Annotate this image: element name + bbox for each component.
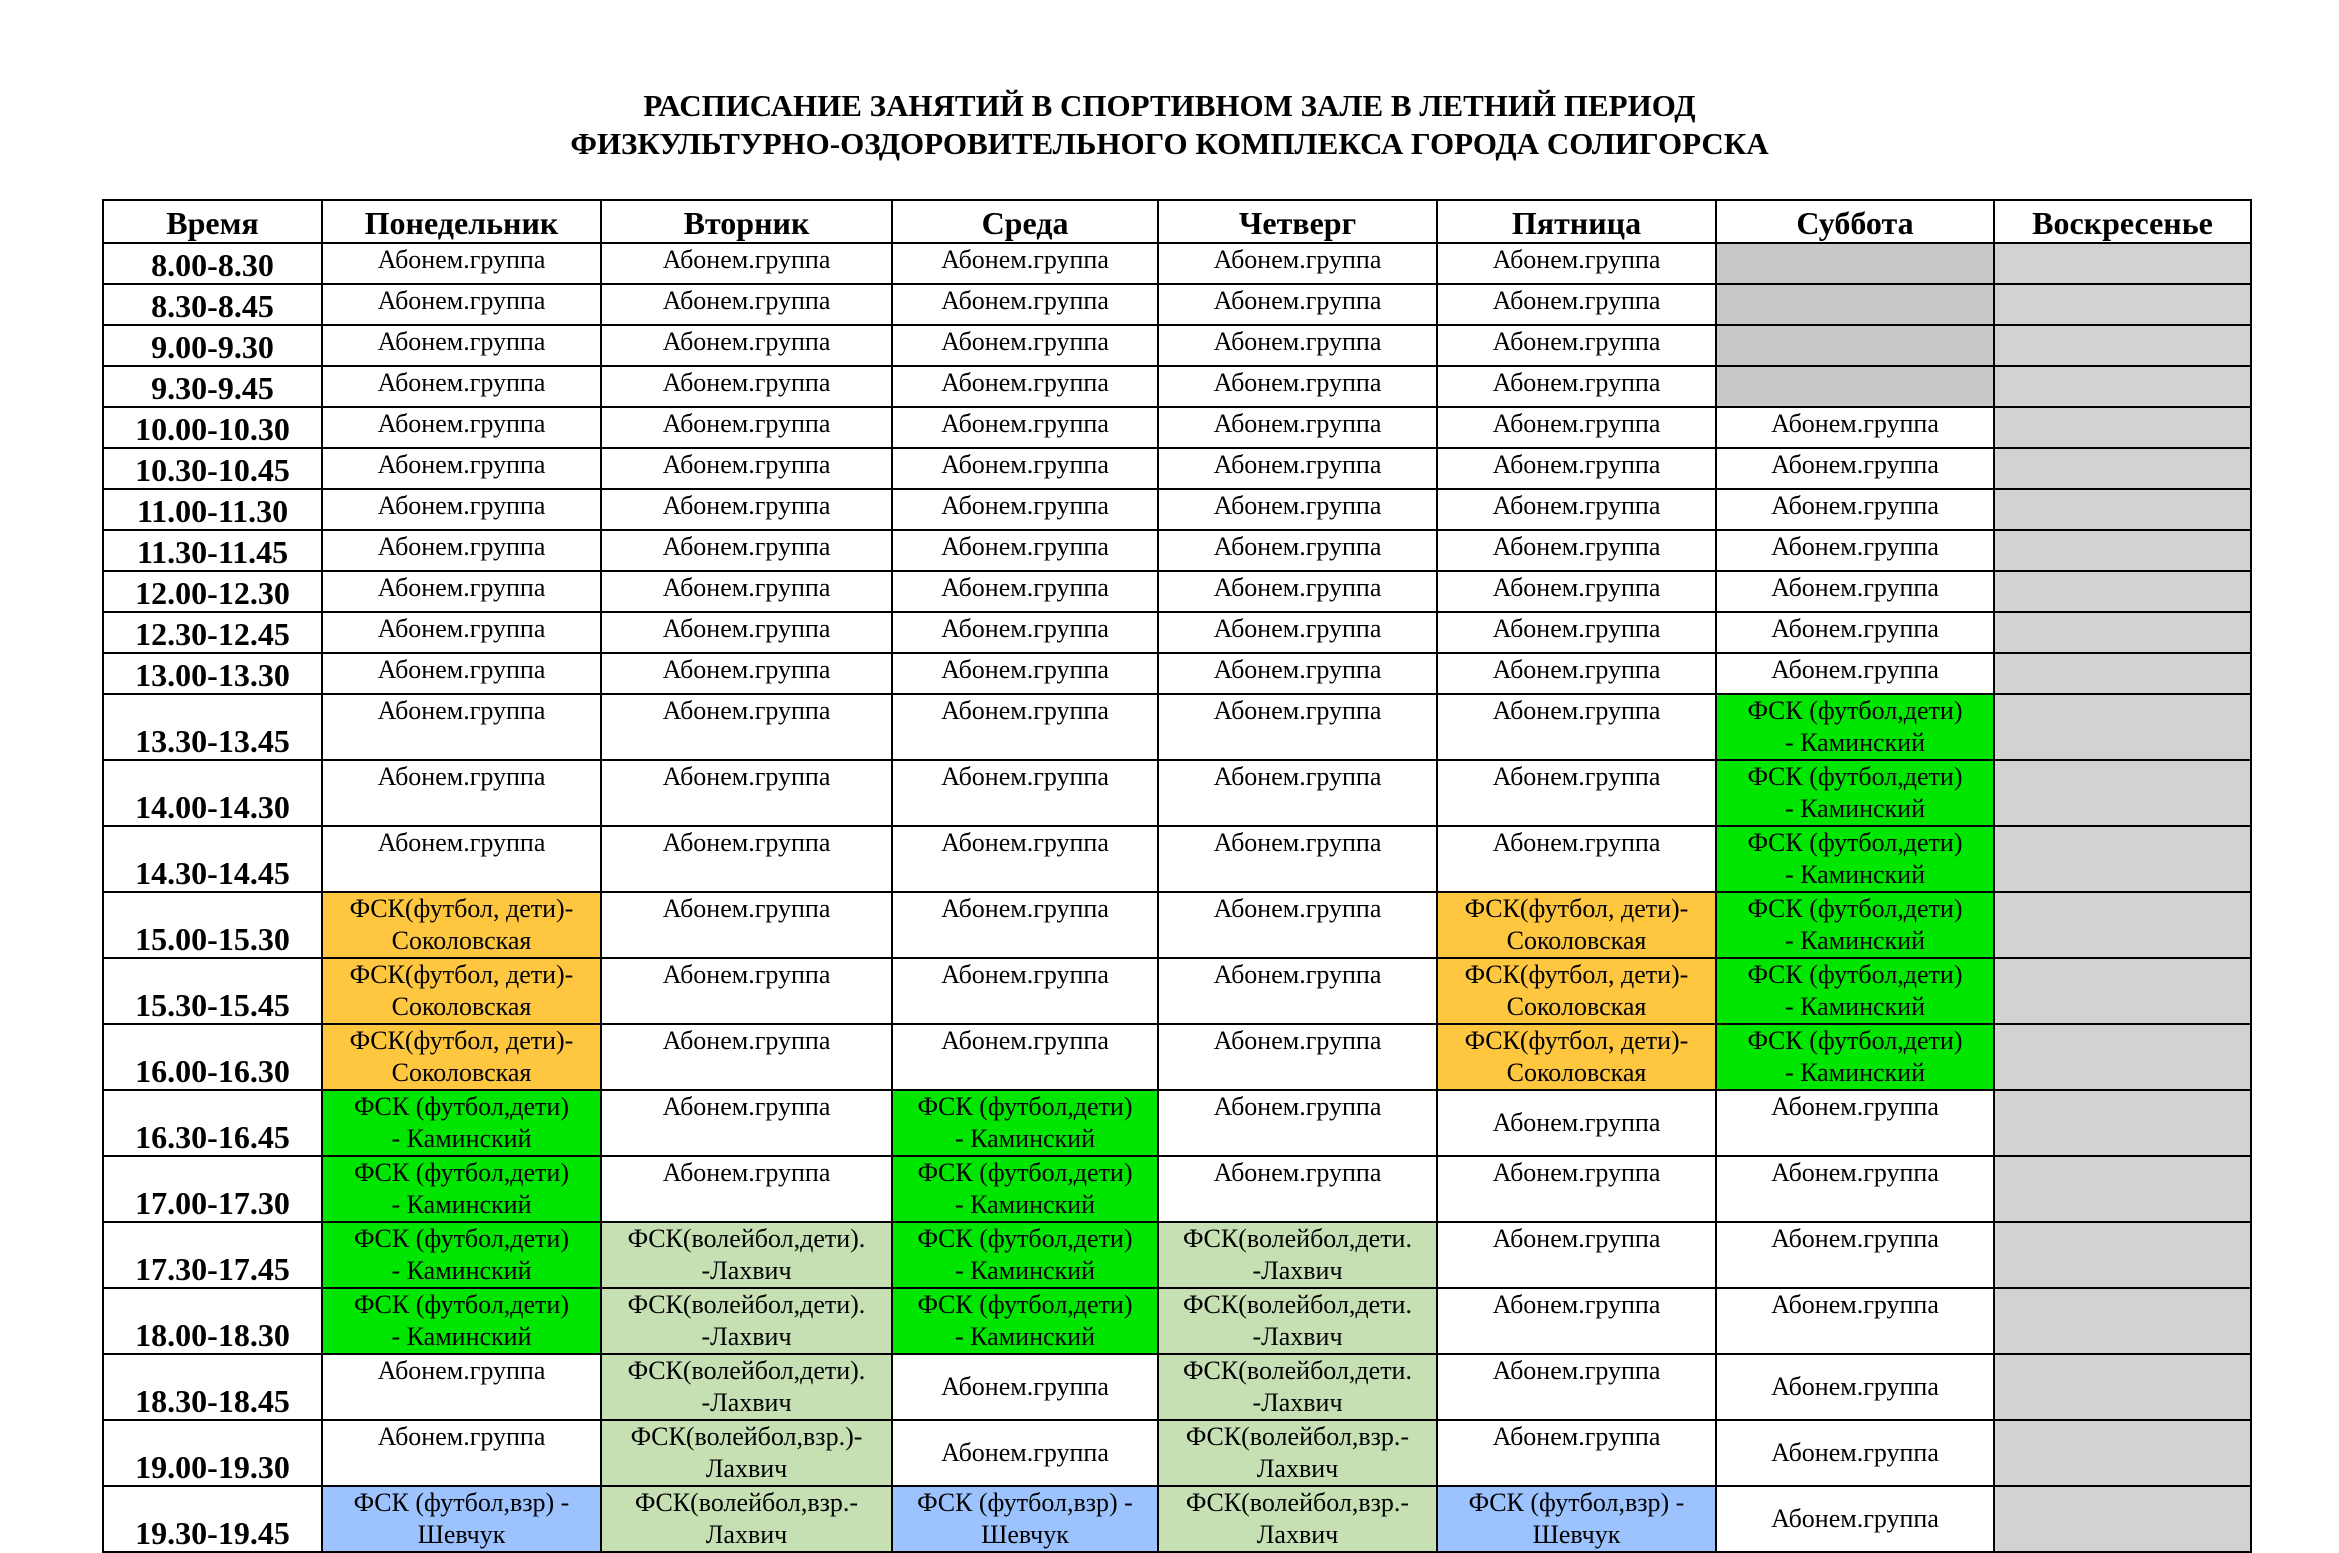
schedule-cell-saturday: Абонем.группа (1716, 1288, 1994, 1354)
schedule-cell-thursday: ФСК(волейбол,дети. -Лахвич (1158, 1288, 1437, 1354)
schedule-cell-wednesday: ФСК (футбол,дети) - Каминский (892, 1222, 1158, 1288)
table-row (103, 530, 2251, 571)
schedule-cell-sunday (1994, 760, 2251, 826)
schedule-cell-monday: Абонем.группа (322, 653, 601, 694)
schedule-cell-thursday: Абонем.группа (1158, 892, 1437, 958)
table-row (103, 284, 2251, 325)
schedule-cell-saturday: Абонем.группа (1716, 571, 1994, 612)
schedule-cell-saturday (1716, 366, 1994, 407)
schedule-cell-monday: Абонем.группа (322, 243, 601, 284)
schedule-cell-thursday: ФСК(волейбол,взр.- Лахвич (1158, 1420, 1437, 1486)
schedule-cell-monday: ФСК(футбол, дети)- Соколовская (322, 892, 601, 958)
schedule-cell-sunday (1994, 448, 2251, 489)
table-row (103, 760, 2251, 826)
schedule-cell-wednesday: Абонем.группа (892, 407, 1158, 448)
document-title-line-1: РАСПИСАНИЕ ЗАНЯТИЙ В СПОРТИВНОМ ЗАЛЕ В ЛЕТНИЙ ПЕРИОД (643, 88, 1696, 123)
schedule-cell-saturday: Абонем.группа (1716, 653, 1994, 694)
schedule-cell-saturday: ФСК (футбол,дети) - Каминский (1716, 1024, 1994, 1090)
schedule-cell-tuesday: Абонем.группа (601, 284, 892, 325)
schedule-cell-thursday: Абонем.группа (1158, 407, 1437, 448)
header-row (103, 200, 2251, 243)
schedule-cell-tuesday: ФСК(волейбол,взр.)- Лахвич (601, 1420, 892, 1486)
schedule-cell-wednesday: Абонем.группа (892, 325, 1158, 366)
schedule-cell-tuesday: Абонем.группа (601, 892, 892, 958)
schedule-cell-sunday (1994, 407, 2251, 448)
schedule-cell-monday: Абонем.группа (322, 448, 601, 489)
schedule-cell-tuesday: Абонем.группа (601, 653, 892, 694)
time-slot-cell: 10.30-10.45 (103, 448, 322, 489)
schedule-cell-thursday: Абонем.группа (1158, 826, 1437, 892)
time-slot-cell: 19.30-19.45 (103, 1486, 322, 1552)
document-title-line-2: ФИЗКУЛЬТУРНО-ОЗДОРОВИТЕЛЬНОГО КОМПЛЕКСА ГОРОДА СОЛИГОРСКА (570, 126, 1769, 161)
schedule-cell-saturday: Абонем.группа (1716, 489, 1994, 530)
header-tuesday: Вторник (601, 200, 892, 243)
table-row (103, 243, 2251, 284)
schedule-cell-monday: Абонем.группа (322, 694, 601, 760)
schedule-cell-monday: Абонем.группа (322, 1354, 601, 1420)
schedule-cell-tuesday: ФСК(волейбол,дети). -Лахвич (601, 1354, 892, 1420)
table-row (103, 1090, 2251, 1156)
schedule-cell-saturday: Абонем.группа (1716, 1156, 1994, 1222)
schedule-cell-tuesday: Абонем.группа (601, 958, 892, 1024)
schedule-cell-sunday (1994, 1090, 2251, 1156)
schedule-cell-sunday (1994, 1420, 2251, 1486)
header-friday: Пятница (1437, 200, 1716, 243)
schedule-cell-friday: Абонем.группа (1437, 653, 1716, 694)
schedule-cell-thursday: Абонем.группа (1158, 1156, 1437, 1222)
schedule-cell-friday: Абонем.группа (1437, 325, 1716, 366)
schedule-table (102, 199, 2252, 1553)
schedule-cell-wednesday: ФСК (футбол,дети) - Каминский (892, 1288, 1158, 1354)
time-slot-cell: 18.00-18.30 (103, 1288, 322, 1354)
schedule-cell-tuesday: Абонем.группа (601, 243, 892, 284)
schedule-cell-sunday (1994, 530, 2251, 571)
schedule-cell-friday: Абонем.группа (1437, 1090, 1716, 1156)
schedule-cell-monday: ФСК (футбол,дети) - Каминский (322, 1288, 601, 1354)
schedule-cell-monday: ФСК(футбол, дети)- Соколовская (322, 958, 601, 1024)
schedule-cell-sunday (1994, 653, 2251, 694)
schedule-cell-sunday (1994, 958, 2251, 1024)
schedule-cell-thursday: Абонем.группа (1158, 958, 1437, 1024)
table-row (103, 366, 2251, 407)
table-row (103, 1024, 2251, 1090)
schedule-cell-friday: Абонем.группа (1437, 407, 1716, 448)
time-slot-cell: 8.00-8.30 (103, 243, 322, 284)
schedule-cell-friday: Абонем.группа (1437, 1222, 1716, 1288)
time-slot-cell: 18.30-18.45 (103, 1354, 322, 1420)
schedule-cell-monday: ФСК (футбол,дети) - Каминский (322, 1222, 601, 1288)
header-thursday: Четверг (1158, 200, 1437, 243)
schedule-cell-wednesday: Абонем.группа (892, 489, 1158, 530)
schedule-cell-friday: Абонем.группа (1437, 489, 1716, 530)
schedule-cell-wednesday: Абонем.группа (892, 1024, 1158, 1090)
schedule-cell-saturday (1716, 325, 1994, 366)
schedule-cell-friday: ФСК (футбол,взр) - Шевчук (1437, 1486, 1716, 1552)
schedule-cell-thursday: Абонем.группа (1158, 1024, 1437, 1090)
schedule-cell-thursday: Абонем.группа (1158, 284, 1437, 325)
table-row (103, 1486, 2251, 1552)
schedule-cell-thursday: Абонем.группа (1158, 243, 1437, 284)
schedule-cell-saturday: Абонем.группа (1716, 1222, 1994, 1288)
header-monday: Понедельник (322, 200, 601, 243)
schedule-cell-friday: Абонем.группа (1437, 571, 1716, 612)
schedule-cell-saturday: Абонем.группа (1716, 448, 1994, 489)
schedule-cell-saturday: ФСК (футбол,дети) - Каминский (1716, 760, 1994, 826)
schedule-cell-wednesday: ФСК (футбол,дети) - Каминский (892, 1090, 1158, 1156)
table-row (103, 826, 2251, 892)
schedule-cell-wednesday: Абонем.группа (892, 694, 1158, 760)
schedule-cell-friday: Абонем.группа (1437, 826, 1716, 892)
schedule-cell-tuesday: Абонем.группа (601, 407, 892, 448)
schedule-cell-saturday: ФСК (футбол,дети) - Каминский (1716, 694, 1994, 760)
schedule-cell-wednesday: Абонем.группа (892, 958, 1158, 1024)
table-row (103, 653, 2251, 694)
schedule-cell-friday: Абонем.группа (1437, 243, 1716, 284)
schedule-cell-saturday: ФСК (футбол,дети) - Каминский (1716, 892, 1994, 958)
schedule-cell-sunday (1994, 1156, 2251, 1222)
time-slot-cell: 17.30-17.45 (103, 1222, 322, 1288)
schedule-cell-monday: ФСК (футбол,дети) - Каминский (322, 1090, 601, 1156)
schedule-cell-sunday (1994, 612, 2251, 653)
schedule-cell-thursday: Абонем.группа (1158, 653, 1437, 694)
schedule-cell-monday: Абонем.группа (322, 284, 601, 325)
schedule-cell-thursday: Абонем.группа (1158, 1090, 1437, 1156)
schedule-cell-wednesday: Абонем.группа (892, 892, 1158, 958)
time-slot-cell: 11.30-11.45 (103, 530, 322, 571)
schedule-cell-tuesday: Абонем.группа (601, 489, 892, 530)
schedule-cell-wednesday: Абонем.группа (892, 760, 1158, 826)
schedule-cell-friday: Абонем.группа (1437, 1354, 1716, 1420)
time-slot-cell: 13.00-13.30 (103, 653, 322, 694)
schedule-cell-friday: Абонем.группа (1437, 694, 1716, 760)
schedule-cell-thursday: Абонем.группа (1158, 448, 1437, 489)
schedule-cell-sunday (1994, 1288, 2251, 1354)
schedule-cell-friday: Абонем.группа (1437, 366, 1716, 407)
table-row (103, 325, 2251, 366)
time-slot-cell: 14.30-14.45 (103, 826, 322, 892)
schedule-cell-monday: ФСК(футбол, дети)- Соколовская (322, 1024, 601, 1090)
schedule-cell-friday: Абонем.группа (1437, 1420, 1716, 1486)
schedule-cell-sunday (1994, 366, 2251, 407)
schedule-cell-wednesday: Абонем.группа (892, 653, 1158, 694)
schedule-cell-monday: ФСК (футбол,взр) - Шевчук (322, 1486, 601, 1552)
time-slot-cell: 12.00-12.30 (103, 571, 322, 612)
time-slot-cell: 9.30-9.45 (103, 366, 322, 407)
schedule-cell-monday: Абонем.группа (322, 1420, 601, 1486)
schedule-cell-tuesday: Абонем.группа (601, 366, 892, 407)
schedule-cell-tuesday: ФСК(волейбол,взр.- Лахвич (601, 1486, 892, 1552)
schedule-cell-monday: Абонем.группа (322, 489, 601, 530)
time-slot-cell: 15.00-15.30 (103, 892, 322, 958)
schedule-cell-sunday (1994, 325, 2251, 366)
schedule-cell-friday: ФСК(футбол, дети)- Соколовская (1437, 1024, 1716, 1090)
table-row (103, 612, 2251, 653)
table-row (103, 448, 2251, 489)
schedule-cell-tuesday: Абонем.группа (601, 1024, 892, 1090)
schedule-cell-friday: ФСК(футбол, дети)- Соколовская (1437, 892, 1716, 958)
schedule-cell-wednesday: Абонем.группа (892, 826, 1158, 892)
schedule-cell-saturday (1716, 243, 1994, 284)
table-row (103, 1222, 2251, 1288)
time-slot-cell: 16.30-16.45 (103, 1090, 322, 1156)
schedule-cell-sunday (1994, 1024, 2251, 1090)
time-slot-cell: 19.00-19.30 (103, 1420, 322, 1486)
time-slot-cell: 15.30-15.45 (103, 958, 322, 1024)
time-slot-cell: 12.30-12.45 (103, 612, 322, 653)
schedule-cell-thursday: Абонем.группа (1158, 612, 1437, 653)
schedule-cell-monday: Абонем.группа (322, 571, 601, 612)
schedule-cell-saturday: Абонем.группа (1716, 1090, 1994, 1156)
schedule-cell-friday: Абонем.группа (1437, 760, 1716, 826)
schedule-cell-friday: Абонем.группа (1437, 1156, 1716, 1222)
schedule-cell-sunday (1994, 571, 2251, 612)
time-slot-cell: 10.00-10.30 (103, 407, 322, 448)
schedule-cell-tuesday: Абонем.группа (601, 612, 892, 653)
header-wednesday: Среда (892, 200, 1158, 243)
schedule-cell-tuesday: Абонем.группа (601, 1090, 892, 1156)
schedule-cell-friday: Абонем.группа (1437, 1288, 1716, 1354)
time-slot-cell: 17.00-17.30 (103, 1156, 322, 1222)
header-sunday: Воскресенье (1994, 200, 2251, 243)
schedule-cell-tuesday: Абонем.группа (601, 760, 892, 826)
schedule-cell-sunday (1994, 1486, 2251, 1552)
schedule-cell-monday: Абонем.группа (322, 612, 601, 653)
schedule-cell-saturday: ФСК (футбол,дети) - Каминский (1716, 958, 1994, 1024)
schedule-cell-tuesday: Абонем.группа (601, 571, 892, 612)
table-row (103, 958, 2251, 1024)
header-time: Время (103, 200, 322, 243)
time-slot-cell: 14.00-14.30 (103, 760, 322, 826)
schedule-cell-tuesday: ФСК(волейбол,дети). -Лахвич (601, 1288, 892, 1354)
table-row (103, 1420, 2251, 1486)
schedule-cell-wednesday: Абонем.группа (892, 1420, 1158, 1486)
table-row (103, 892, 2251, 958)
schedule-cell-thursday: Абонем.группа (1158, 530, 1437, 571)
schedule-cell-saturday: Абонем.группа (1716, 612, 1994, 653)
schedule-cell-sunday (1994, 489, 2251, 530)
schedule-cell-monday: Абонем.группа (322, 407, 601, 448)
schedule-cell-thursday: ФСК(волейбол,взр.- Лахвич (1158, 1486, 1437, 1552)
schedule-cell-monday: Абонем.группа (322, 530, 601, 571)
header-saturday: Суббота (1716, 200, 1994, 243)
schedule-cell-saturday: Абонем.группа (1716, 1486, 1994, 1552)
schedule-cell-sunday (1994, 1354, 2251, 1420)
time-slot-cell: 8.30-8.45 (103, 284, 322, 325)
schedule-cell-tuesday: Абонем.группа (601, 1156, 892, 1222)
schedule-cell-saturday: ФСК (футбол,дети) - Каминский (1716, 826, 1994, 892)
table-row (103, 407, 2251, 448)
schedule-cell-wednesday: Абонем.группа (892, 284, 1158, 325)
schedule-cell-sunday (1994, 826, 2251, 892)
schedule-cell-wednesday: Абонем.группа (892, 448, 1158, 489)
schedule-cell-friday: Абонем.группа (1437, 448, 1716, 489)
table-row (103, 1288, 2251, 1354)
schedule-cell-monday: Абонем.группа (322, 826, 601, 892)
schedule-cell-sunday (1994, 892, 2251, 958)
schedule-cell-saturday: Абонем.группа (1716, 530, 1994, 571)
schedule-body (103, 243, 2251, 1552)
schedule-cell-thursday: Абонем.группа (1158, 325, 1437, 366)
schedule-cell-sunday (1994, 243, 2251, 284)
schedule-cell-monday: Абонем.группа (322, 760, 601, 826)
schedule-cell-wednesday: Абонем.группа (892, 366, 1158, 407)
schedule-cell-thursday: Абонем.группа (1158, 366, 1437, 407)
schedule-cell-tuesday: Абонем.группа (601, 826, 892, 892)
schedule-cell-tuesday: Абонем.группа (601, 325, 892, 366)
schedule-cell-wednesday: ФСК (футбол,дети) - Каминский (892, 1156, 1158, 1222)
schedule-cell-monday: Абонем.группа (322, 366, 601, 407)
time-slot-cell: 13.30-13.45 (103, 694, 322, 760)
time-slot-cell: 11.00-11.30 (103, 489, 322, 530)
schedule-cell-friday: ФСК(футбол, дети)- Соколовская (1437, 958, 1716, 1024)
schedule-cell-wednesday: Абонем.группа (892, 571, 1158, 612)
table-row (103, 1354, 2251, 1420)
schedule-cell-sunday (1994, 1222, 2251, 1288)
schedule-cell-friday: Абонем.группа (1437, 612, 1716, 653)
schedule-cell-thursday: Абонем.группа (1158, 489, 1437, 530)
time-slot-cell: 16.00-16.30 (103, 1024, 322, 1090)
schedule-cell-sunday (1994, 694, 2251, 760)
schedule-cell-wednesday: Абонем.группа (892, 243, 1158, 284)
table-row (103, 694, 2251, 760)
schedule-cell-wednesday: ФСК (футбол,взр) - Шевчук (892, 1486, 1158, 1552)
table-row (103, 571, 2251, 612)
schedule-cell-thursday: Абонем.группа (1158, 571, 1437, 612)
schedule-cell-saturday: Абонем.группа (1716, 1354, 1994, 1420)
schedule-cell-thursday: Абонем.группа (1158, 694, 1437, 760)
schedule-cell-thursday: ФСК(волейбол,дети. -Лахвич (1158, 1354, 1437, 1420)
schedule-cell-thursday: Абонем.группа (1158, 760, 1437, 826)
schedule-cell-friday: Абонем.группа (1437, 284, 1716, 325)
schedule-cell-monday: Абонем.группа (322, 325, 601, 366)
schedule-cell-saturday (1716, 284, 1994, 325)
schedule-cell-tuesday: Абонем.группа (601, 448, 892, 489)
table-row (103, 489, 2251, 530)
schedule-cell-wednesday: Абонем.группа (892, 1354, 1158, 1420)
schedule-cell-wednesday: Абонем.группа (892, 530, 1158, 571)
schedule-cell-friday: Абонем.группа (1437, 530, 1716, 571)
schedule-cell-saturday: Абонем.группа (1716, 1420, 1994, 1486)
schedule-cell-monday: ФСК (футбол,дети) - Каминский (322, 1156, 601, 1222)
schedule-cell-tuesday: Абонем.группа (601, 694, 892, 760)
schedule-cell-sunday (1994, 284, 2251, 325)
time-slot-cell: 9.00-9.30 (103, 325, 322, 366)
schedule-cell-wednesday: Абонем.группа (892, 612, 1158, 653)
schedule-cell-tuesday: ФСК(волейбол,дети). -Лахвич (601, 1222, 892, 1288)
table-row (103, 1156, 2251, 1222)
schedule-cell-tuesday: Абонем.группа (601, 530, 892, 571)
schedule-cell-saturday: Абонем.группа (1716, 407, 1994, 448)
schedule-cell-thursday: ФСК(волейбол,дети. -Лахвич (1158, 1222, 1437, 1288)
